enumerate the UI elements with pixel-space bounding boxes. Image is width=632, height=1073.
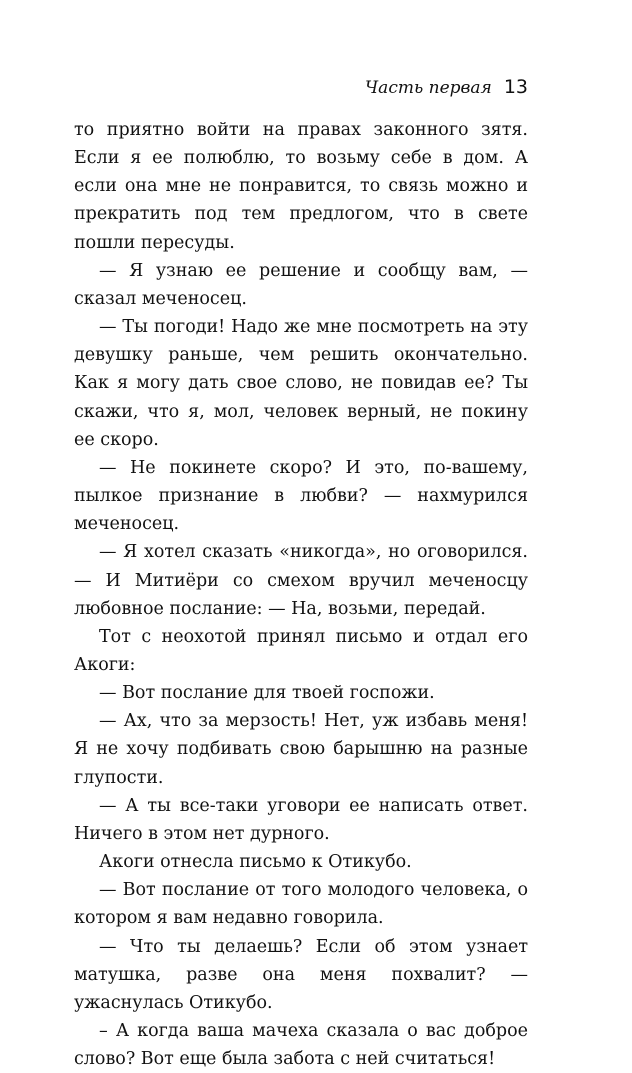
paragraph: — Ах, что за мерзость! Нет, уж избавь меня! Я не хочу подбивать свою барышню на разные глупости. (74, 711, 528, 788)
paragraph: — Я узнаю ее решение и сообщу вам, — сказал меченосец. (74, 260, 528, 309)
paragraph: – А когда ваша мачеха сказала о вас доброе слово? Вот еще была забота с ней считаться! (74, 1021, 528, 1070)
paragraph: — Вот послание для твоей госпожи. (99, 683, 435, 704)
paragraph: — Не покинете скоро? И это, по-вашему, пылкое признание в любви? — нахмурился меченосец. (74, 457, 528, 535)
paragraph: — Что ты делаешь? Если об этом узнает матушка, разве она меня похвалит? — ужаснулась Отикубо. (74, 936, 528, 1013)
paragraph: — Вот послание от того молодого человека, о котором я вам недавно говорила. (74, 880, 528, 929)
paragraph: — А ты все-таки уговори ее написать ответ. Ничего в этом нет дурного. (74, 795, 528, 844)
body-text (74, 116, 528, 1073)
paragraph: Тот с неохотой принял письмо и отдал его Акоги: (74, 626, 528, 675)
page-number: 13 (503, 76, 528, 98)
paragraph: Акоги отнесла письмо к Отикубо. (99, 852, 412, 873)
running-header (365, 76, 528, 99)
paragraph: то приятно войти на правах законного зятя. Если я ее полюблю, то возьму себе в дом. А если она мне не понравится, то связь можно и прекратить под тем предлогом, что в свете пошли пересуды. (74, 120, 528, 253)
book-page (74, 0, 528, 1070)
paragraph: — Ты погоди! Надо же мне посмотреть на эту девушку раньше, чем решить окончательно. Как я могу дать свое слово, не повидав ее? Ты скажи, что я, мол, человек верный, не покину ее скоро. (74, 317, 528, 450)
paragraph: — Я хотел сказать «никогда», но оговорился. — И Митиёри со смехом вручил меченосцу любовное послание: — На, возьми, передай. (74, 542, 528, 619)
running-title: Часть первая (365, 78, 492, 98)
